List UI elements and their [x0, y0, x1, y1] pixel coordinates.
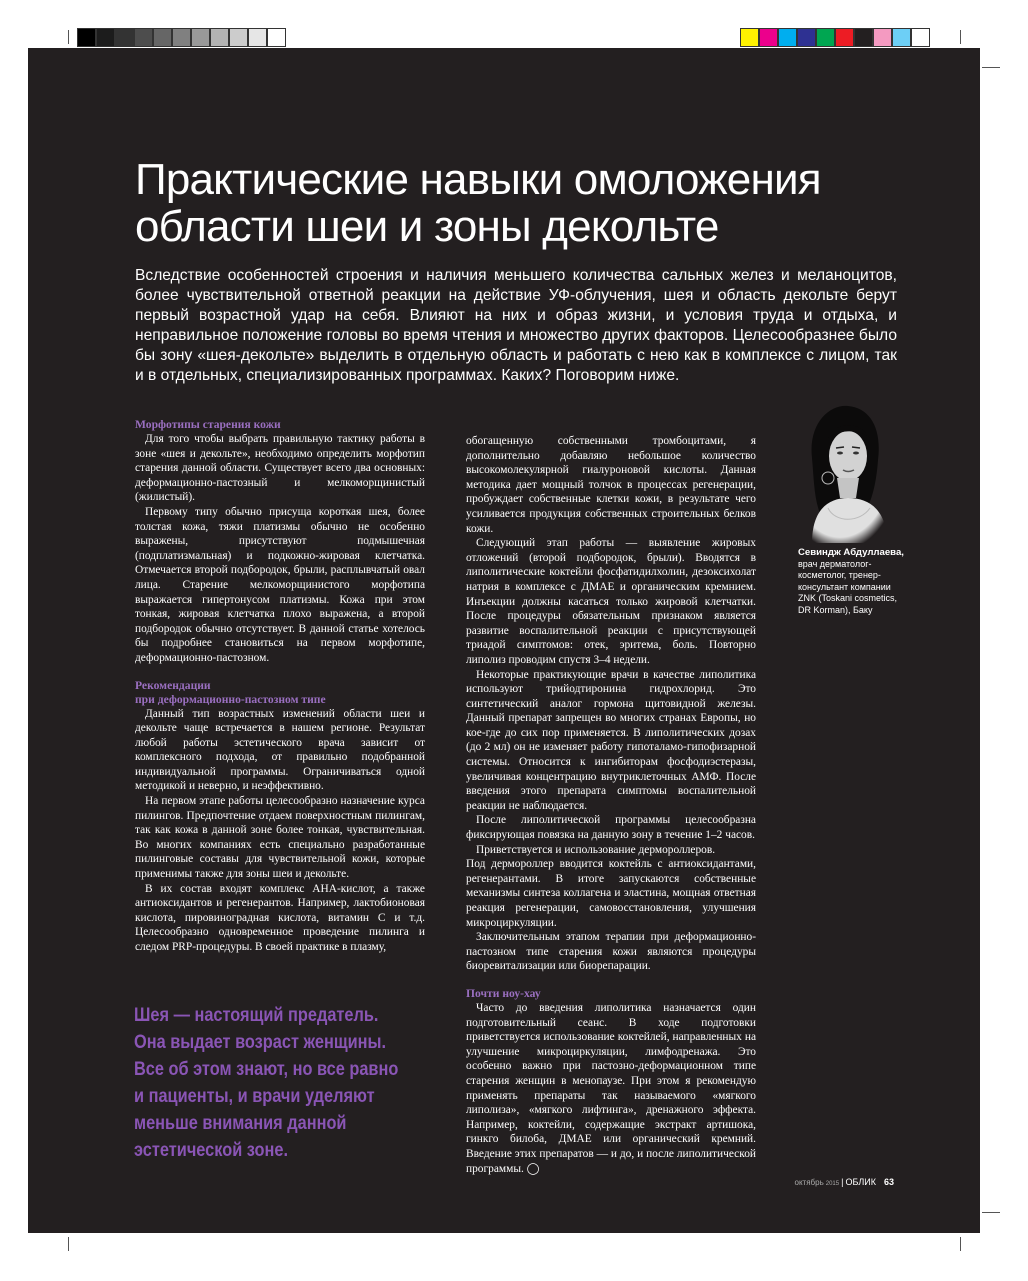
crop-mark	[982, 1212, 1000, 1213]
paragraph: Часто до введения липолитика назначается один подготовительный сеанс. В ходе подготовки приветствуется использование коктейлей, направленных на улучшение микроциркуляции, лимфодренажа. Это особенно важно при пастозно-деформационном типе старения женщин в менопаузе. При этом я рекомендую применять препараты так называемого «мягкого липолиза», «мягкого лифтинга», дренажного эффекта. Например, коктейли, содержащие экстракт артишока, гинкго билоба, ДМАЕ или органический кремний. Введение этих препаратов — и до, и после липолитической программы. ◯	[466, 1001, 756, 1175]
crop-mark	[960, 1237, 961, 1251]
title-line-2: области шеи и зоны декольте	[135, 202, 719, 251]
column-left	[135, 418, 425, 955]
folio-separator: |	[841, 1177, 844, 1187]
author-portrait	[790, 398, 890, 543]
paragraph: Первому типу обычно присуща короткая шея, более толстая кожа, тяжи платизмы обычно не особенно выражены, присутствуют подмышечная (подплатизмальная) и подкожно-жировая клетчатка. Отмечается второй подбородок, брыли, расплывчатый овал лица. Старение мелкоморщинистого морфотипа выражается гипертонусом платизмы. Кожа при этом тонкая, жировая клетчатка плохо выражена, а второй подбородок обычно отсутствует. В данной статье хотелось бы подробнее становиться на первом морфотипе, деформационно-пастозном.	[135, 505, 425, 664]
page-number: 63	[883, 1177, 894, 1187]
paragraph: После липолитической программы целесообразна фиксирующая повязка на данную зону в течение 1–2 часов.	[466, 814, 756, 842]
author-role: врач дерматолог-косметолог, тренер-консультант компании ZNK (Toskani cosmetics, DR Korman), Баку	[798, 558, 898, 615]
page-footer	[795, 1177, 894, 1187]
paragraph: Данный тип возрастных изменений области шеи и декольте чаще встречается в нашем регионе. Результат любой работы эстетического врача зависит от комплексного подхода, от правильно подобранной индивидуальной программы. Ограничиваться одной методикой и неверно, и неэффективно.	[135, 707, 425, 793]
crop-mark	[68, 1237, 69, 1251]
crop-mark	[68, 30, 69, 44]
author-name: Севиндж Абдуллаева,	[798, 547, 904, 558]
section-heading: Морфотипы старения кожи	[135, 418, 281, 431]
magazine-name: ОБЛИК	[845, 1177, 876, 1187]
paragraph: На первом этапе работы целесообразно назначение курса пилингов. Предпочтение отдаем поверхностным пилингам, так как кожа в данной зоне более тонкая, чувствительная. Во многих компаниях есть специально разработанные пилинговые составы для чувствительной кожи, которые применимы также для зоны шеи и декольте.	[135, 795, 425, 881]
crop-mark	[982, 67, 1000, 68]
paragraph: Для того чтобы выбрать правильную тактику работы в зоне «шея и декольте», необходимо определить морфотип старения данной области. Существует всего два основных: деформационно-пастозный и мелкоморщинистый (жилистый).	[135, 433, 425, 504]
section-heading: Почти ноу-хау	[466, 986, 541, 1000]
title-line-1: Практические навыки омоложения	[135, 155, 821, 204]
paragraph: Заключительным этапом терапии при деформационно-пастозном типе старения кожи являются процедуры биоревитализации или биорепарации.	[466, 931, 756, 973]
paragraph: Некоторые практикующие врачи в качестве липолитика используют трийодтиронина гидрохлорид. Это синтетический аналог гормона щитовидной железы. Данный препарат запрещен во многих странах Европы, но кое-где до сих пор применяется. В липолитических дозах (до 2 мл) он не изменяет работу гипоталамо-гипофизарной системы. Относится к ингибиторам фосфодиэстеразы, увеличивая концентрацию внутриклеточных АМФ. После введения этого препарата симптомы воспалительной реакции не наблюдается.	[466, 668, 756, 812]
color-bar	[740, 28, 930, 47]
paragraph: Под дермороллер вводится коктейль с антиоксидантами, регенерантами. В итоге запускаются собственные механизмы синтеза коллагена и эластина, мощная ответная реакция регенерации, самовосстановления, улучшения микроциркуляции.	[466, 858, 756, 929]
paragraph: обогащенную собственными тромбоцитами, я дополнительно добавляю небольшое количество высокомолекулярной гиалуроновой кислоты. Данная методика дает мощный толчок в процессах регенерации, пробуждает собственные клетки кожи, в результате чего усиливается продукция собственных строительных белков кожи.	[466, 435, 756, 535]
pull-quote: Шея — настоящий предатель. Она выдает возраст женщины. Все об этом знают, но все равно и пациенты, и врачи уделяют меньше внимания данной эстетической зоне.	[134, 1005, 399, 1161]
article-title	[135, 156, 935, 250]
issue-year: 2015	[825, 1181, 840, 1187]
lead-paragraph: Вследствие особенностей строения и наличия меньшего количества сальных желез и меланоцитов, более чувствительной ответной реакции на действие УФ-облучения, шея и область декольте берут первый возрастной удар на себя. Влияют на них и образ жизни, и условия труда и отдыха, и неправильное положение головы во время чтения и множество других факторов. Целесообразнее было бы зону «шея-декольте» выделить в отдельную область и работать с нею как в комплексе с лицом, так и в отдельных, специализированных программах. Каких? Поговорим ниже.	[135, 267, 897, 384]
paragraph: В их состав входят комплекс АНА-кислот, а также антиоксидантов и регенерантов. Например, лактобионовая кислота, пировиноградная кислота, витамин С и т.д. Целесообразно одновременное проведение пилинга и следом PRP-процедуры. В своей практике в плазму,	[135, 882, 425, 953]
paragraph: Следующий этап работы — выявление жировых отложений (второй подбородок, брыли). Вводятся в липолитические коктейли фосфатидилхолин, дезоксихолат натрия в комплексе с ДМАЕ и органическим кремнием. Инъекции должны касаться только жировой клетчатки. После процедуры обязательным признаком является развитие воспалительной реакции с присутствующей триадой симптомов: отек, эритема, боль. Повторно липолиз проводим спустя 3–4 недели.	[466, 537, 756, 666]
column-right	[466, 434, 756, 1176]
paragraph: Приветствуется и использование дермороллеров.	[476, 843, 716, 856]
section-heading: Рекомендации при деформационно-пастозном типе	[135, 678, 326, 706]
crop-mark	[960, 30, 961, 44]
issue-month: октябрь	[794, 1178, 824, 1187]
grayscale-bar	[77, 28, 286, 47]
author-caption	[798, 547, 908, 616]
